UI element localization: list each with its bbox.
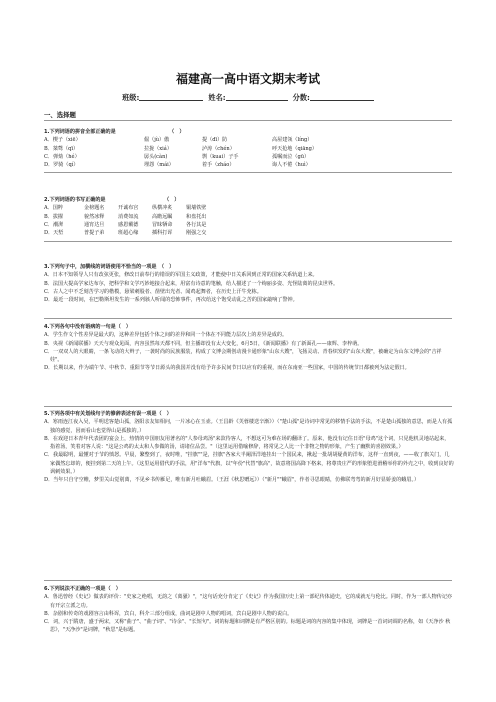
option-text: 和盘托出 bbox=[186, 213, 207, 220]
question-2 bbox=[44, 196, 454, 237]
option-row bbox=[44, 221, 454, 229]
option-text: D．长期以来，作为端午节、中秋节、重阳节等节日源头的我国并没有给予许多民间节日以应有的重视，而在东南亚一些国家，中国的传统节日都被列为法定假日。 bbox=[44, 365, 410, 372]
divider bbox=[44, 318, 452, 319]
option-text: 各行其是 bbox=[186, 221, 207, 228]
option-text: D．最近一段时间，在巴勒斯坦发生的一系列骇人听闻的恐怖事件，再次给这个饱受动乱之苦的国家敲响了警钟。 bbox=[44, 297, 298, 304]
class-label: 班级: bbox=[122, 93, 140, 102]
option-text: 着手（zháo） bbox=[202, 162, 235, 169]
question-stem: 6.下列说法不正确的一项是（ ） bbox=[44, 586, 121, 592]
option-text: A．楔子（xiē） bbox=[44, 137, 81, 144]
option-text: B．央视《新闻联播》天天与观众见面，内容虽然每天都不同，但主播却没有太大变化，6月5日，《新闻联播》有了新面孔——康辉、李梓萌。 bbox=[44, 340, 363, 347]
name-label: 姓名: bbox=[208, 93, 226, 102]
question-stem: 3.下列句子中，加横线的词语使用不恰当的一项是 （ ） bbox=[44, 264, 175, 270]
option-row bbox=[44, 161, 454, 169]
option-text: 埋怨（mái） bbox=[144, 162, 174, 169]
option-text: 提（dī）防 bbox=[202, 137, 228, 144]
option-text: B．法国大提高学家达布尔，把科学和文学巧妙地接合起来，用富有诗意的笔触，给人描述了一个绚丽多姿、光怪陆离的昆虫世界。 bbox=[44, 280, 339, 287]
option-text: A．国粹 bbox=[44, 205, 63, 212]
option-text: 貌然冰释 bbox=[84, 213, 105, 220]
option-text: 刚强之交 bbox=[186, 230, 207, 237]
question-stem: 5.下列各项中有关划线句子的修辞表述有误一项是（ ） bbox=[44, 411, 172, 417]
option-text: 呼天抢地（qiāng） bbox=[272, 145, 318, 152]
name-blank[interactable] bbox=[226, 93, 288, 101]
option-text: 班超心缘 bbox=[118, 230, 139, 237]
option-text: 高瞻远瞩 bbox=[152, 213, 173, 220]
divider bbox=[44, 120, 452, 121]
divider bbox=[44, 580, 452, 581]
option-text: C．古人之中不乏刻苦学习的楷模，悬梁刺股者、凿壁出光者、闻鸡起舞者，在历史上汗牛充栋。 bbox=[44, 288, 262, 295]
option-text: C．潮湃 bbox=[44, 221, 64, 228]
student-info bbox=[0, 93, 496, 103]
question-6 bbox=[44, 585, 454, 635]
option-row bbox=[44, 145, 454, 153]
option-text: B．杂剧和传奇的戏剧容言由科诨，宾白，科介三部分组成，曲词是剧中人物的唱词，宾白是剧中人物的说白。 bbox=[44, 610, 293, 617]
question-1 bbox=[44, 128, 454, 169]
option-text: D．天堑 bbox=[44, 230, 64, 237]
option-text: D．罗骑（qí） bbox=[44, 162, 79, 169]
option-row bbox=[44, 153, 454, 161]
section-heading: 一、选择题 bbox=[44, 111, 76, 119]
option-row bbox=[44, 204, 454, 212]
class-blank[interactable] bbox=[139, 93, 203, 101]
option-text: A．日本不知领导人只有改弦更张，修改日前奉行的错误的军国主义政策，才能使中日关系回到正常的国家关系轨道上来。 bbox=[44, 272, 318, 279]
option-text: 感恩戴德 bbox=[118, 221, 139, 228]
option-text: 铜墙铁壁 bbox=[186, 205, 207, 212]
question-stem: 4.下列各句中没有语病的一句是（ ） bbox=[44, 324, 131, 330]
option-text: 金榜题名 bbox=[84, 205, 105, 212]
score-blank[interactable] bbox=[310, 93, 374, 101]
option-text: 通宵达旦 bbox=[84, 221, 105, 228]
option-text: 开诚布宫 bbox=[118, 205, 139, 212]
divider bbox=[44, 406, 452, 407]
option-text: B．在戏迎日本青年代表团的宴会上，热情的中国朋友用著名的"人参母鸡汤"来款待客人，不想这可为难在场的翻译了。原来，他没有记住日语"母鸡"这个词，只见他机灵地站起来，指着汤，笑着对客人说："这是公鸡的太太和人参做的汤，请诸位品尝。"（这里运用借喻修辞，将常见之人比一个非物之物的形象，产生了幽默的喜剧效果。） bbox=[44, 435, 450, 451]
question-stem: 1.下列词语的拼音全部正确的是 （ ） bbox=[44, 129, 185, 135]
option-text: 消费如流 bbox=[118, 213, 139, 220]
option-text: 孤嘱而泣（gū） bbox=[272, 153, 310, 160]
option-text: 倔（jù）傲 bbox=[144, 137, 170, 144]
option-row bbox=[44, 136, 454, 144]
score-label: 分数: bbox=[292, 93, 310, 102]
option-text: C．一双双人的大眼睛，一条飞动的大辫子，一袭时尚的民族服装，构成了文博会期创动漫卡通形象"山东大嫂"，飞扬灵动、青春炽发的"山东大嫂"，被确定为山东文博会的"吉祥娃"。 bbox=[44, 348, 442, 364]
option-row bbox=[44, 213, 454, 221]
question-3 bbox=[44, 263, 454, 304]
option-row bbox=[44, 229, 454, 237]
option-text: 插科打诨 bbox=[152, 230, 173, 237]
page-title: 福建高一高中语文期末考试 bbox=[175, 72, 320, 86]
option-text: C．词，兴于隋唐，盛于两宋，又称"曲子"、"曲子词"、"诗余"、"长短句"。词的标题和词牌是有严格区别的。标题是词的内容的集中体现，词牌是一首词词调的名称，如《天净沙 秋思》，"天净沙"是词牌，"秋思"是标题。 bbox=[44, 619, 451, 634]
option-text: 高屋建瓴（líng） bbox=[272, 137, 313, 144]
divider bbox=[44, 172, 452, 173]
divider bbox=[44, 241, 452, 242]
question-5 bbox=[44, 410, 454, 485]
option-text: 冒昧牺命 bbox=[152, 221, 173, 228]
option-text: D．当年只自守空帷，梦里关山觉别离，不见乡书传雁足，唯有新月吐蛾眉。（王涯《秋思赠远》）（"新月""蛾眉"，作者寻思眼睛，仿佛联弯弯的新月好显娇姜的蛾眉。） bbox=[44, 477, 420, 484]
option-text: C．我最聪明，最懂对于节的愤怒。早晨，繁整到了，夜时唯，"挂旗""是，挂旗"各家大半阑泽洋地挂出一个国民来，揪起一批胡胡疑黄的洋布，这样一直到夜，——收了旗关门，几家偶然忘却的，便挂到第二天的上午。（这里运用借代的手法，用"洋布"代旗，以"年份"代替"旗高"，故意将国高降下格来，将尊贵庄严的形象堕进滑稽举你的外壳之中，收到良好的讽刺效果。） bbox=[44, 452, 454, 476]
option-text: 纵横冲炙 bbox=[152, 205, 173, 212]
option-text: A．学生作文个性差异是最大的，这种差异包括个体之间的差异和同一个体在不同能力层次上的差异是成的。 bbox=[44, 332, 288, 339]
option-text: 孱头(càn) bbox=[144, 153, 168, 160]
option-text: A．鲁迅曾经《史记》做表的评价："史家之绝唱，无韵之《离骚》"，"这句话充分肯定了《史记》作为我国历史上第一部纪传体通史，它的成就无与伦比。同时，作为一部人物传记亦有开宗立派之功。 bbox=[44, 594, 453, 609]
option-text: 泸涛（chén） bbox=[202, 145, 235, 152]
option-text: B．桀骜（qī） bbox=[44, 145, 79, 152]
option-text: 拉拢（xiá） bbox=[144, 145, 172, 152]
option-text: 普提子弟 bbox=[84, 230, 105, 237]
option-text: B．拔擢 bbox=[44, 213, 64, 220]
question-4 bbox=[44, 323, 454, 373]
option-text: A．寒雨连江夜入吴，平明送客楚山孤，洛阳亲友如相问，一片冰心在玉壶。（王昌龄《芙蓉楼送辛渐》）（"楚山孤"是诗词中常见的移情手法的手法，不是楚山孤独的意思，而是人有孤独的感觉，因而看山也觉得山是孤独的。） bbox=[44, 419, 453, 434]
option-text: 剽（kuai）子手 bbox=[202, 153, 239, 160]
option-text: C．弹劾（hé） bbox=[44, 153, 80, 160]
question-stem: 2.下列词语的书写正确的是 （ ） bbox=[44, 197, 180, 203]
option-text: 诲人不倦（huì） bbox=[272, 162, 311, 169]
